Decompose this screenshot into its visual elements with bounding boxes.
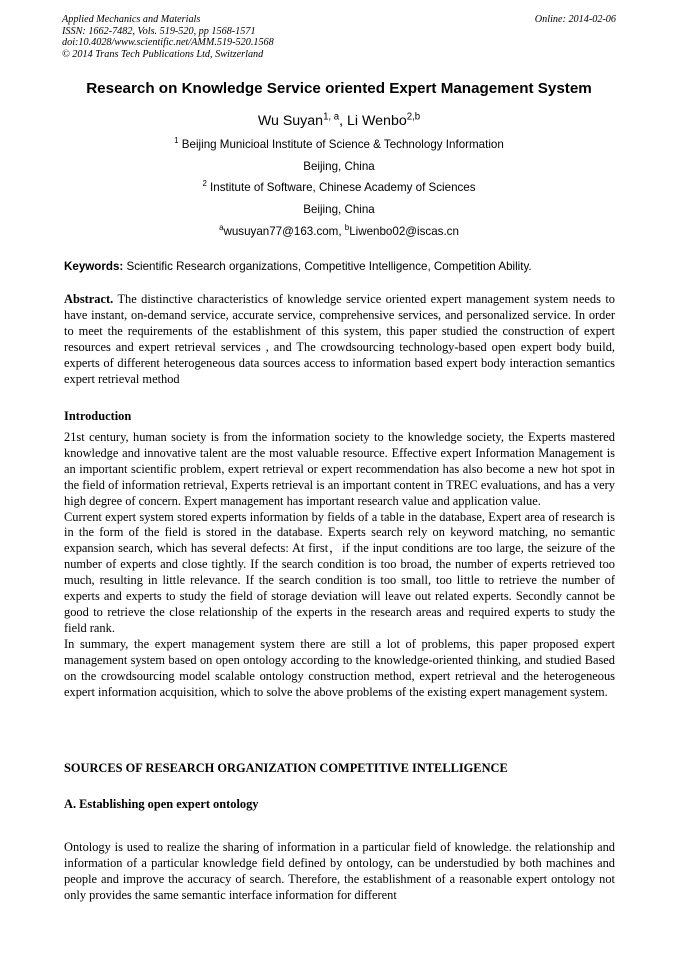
introduction-paragraph-2: Current expert system stored experts information by fields of a table in the database, Expert area of research is in the form of the field is stored in the database. Experts search rely on keyword matching, no semantic expansion search, which has several defects: At first，if the input conditions are too large, the seizure of the number of experts and close tightly. If the search condition is too broad, the number of experts retrieved too much, resulting in little relevance. If the search condition is too small, too little to retrieve the number of experts and experts to study the field of storage deviation will leave out related experts. Secondly cannot be good to retrieve the close relationship of the experts in the research areas and required experts to study the field rank.: [64, 509, 615, 635]
doi-line: doi:10.4028/www.scientific.net/AMM.519-520.1568: [62, 37, 274, 49]
abstract: [64, 292, 615, 387]
author-separator: ,: [339, 113, 348, 129]
affiliation-2-text: Institute of Software, Chinese Academy of Sciences: [206, 181, 476, 194]
copyright-line: © 2014 Trans Tech Publications Ltd, Switzerland: [62, 48, 264, 60]
affiliation-1-text: Beijing Municioal Institute of Science & Technology Information: [178, 138, 504, 151]
author-2-superscript: 2,b: [406, 111, 421, 123]
email-b: Liwenbo02@iscas.cn: [349, 225, 459, 238]
abstract-label: Abstract.: [64, 292, 114, 306]
introduction-body: [64, 430, 615, 700]
section-heading: SOURCES OF RESEARCH ORGANIZATION COMPETITIVE INTELLIGENCE: [64, 761, 508, 775]
email-a-superscript: a: [219, 223, 224, 233]
online-date: [535, 14, 616, 26]
author-2-name: Li Wenbo: [347, 113, 407, 129]
keywords: [64, 260, 624, 273]
author-1-name: Wu Suyan: [257, 113, 324, 129]
journal-name: Applied Mechanics and Materials: [62, 14, 201, 25]
email-b-superscript: b: [344, 223, 350, 233]
affiliation-1-superscript: 1: [174, 136, 179, 146]
section-paragraph-1: Ontology is used to realize the sharing of information in a particular field of knowledge. the relationship and information of a particular knowledge field defined by ontology, can be understudied by both machines and people and improve the accuracy of search. Therefore, the establishment of a reasonable expert ontology not only provides the same semantic interface information for different: [64, 840, 615, 902]
online-date-text: Online: 2014-02-06: [534, 14, 616, 25]
affiliation-1: [0, 138, 678, 151]
introduction-paragraph-3: In summary, the expert management system there are still a lot of problems, this paper proposed expert management system based on open ontology according to the knowledge-oriented thinking, and studied Based on the crowdsourcing model scalable ontology construction method, expert retrieval and the heterogeneous expert information acquisition, which to solve the above problems of the existing expert management system.: [64, 636, 615, 699]
email-a: wusuyan77@163.com,: [223, 225, 345, 238]
issn-line: ISSN: 1662-7482, Vols. 519-520, pp 1568-1571: [62, 25, 256, 37]
author-1-superscript: 1, a: [323, 111, 340, 123]
introduction-heading: Introduction: [64, 409, 132, 423]
keywords-text: Scientific Research organizations, Competitive Intelligence, Competition Ability.: [123, 260, 532, 273]
author-line: [0, 113, 678, 129]
keywords-label: Keywords:: [64, 260, 124, 273]
email-line: [0, 225, 678, 238]
paper-title: Research on Knowledge Service oriented Expert Management System: [86, 80, 592, 97]
subsection-heading: A. Establishing open expert ontology: [64, 797, 259, 811]
affiliation-2-city: Beijing, China: [303, 203, 375, 216]
affiliation-2: [0, 181, 678, 194]
affiliation-2-superscript: 2: [202, 179, 207, 189]
introduction-paragraph-1: 21st century, human society is from the information society to the knowledge society, the Experts mastered knowledge and innovative talent are the most valuable resource. Effective expert Information Management is an important scientific problem, expert retrieval or expert recommendation has also become a new hot spot in the field of information retrieval, Experts retrieval is an important content in TREC evaluations, and has a very high degree of concern. Expert management has important research value and application value.: [64, 430, 615, 508]
abstract-text: The distinctive characteristics of knowledge service oriented expert management system needs to have instant, on-demand service, accurate service, comprehensive services, and personalized service. In order to meet the requirements of the establishment of this system, this paper studied the construction of expert resources and expert retrieval services , and The crowdsourcing technology-based open expert body build, experts of different heterogeneous data sources access to information based expert body interaction semantics expert retrieval method: [64, 292, 615, 386]
journal-header: [62, 14, 274, 60]
affiliation-1-city: Beijing, China: [303, 160, 375, 173]
section-body: [64, 840, 615, 904]
